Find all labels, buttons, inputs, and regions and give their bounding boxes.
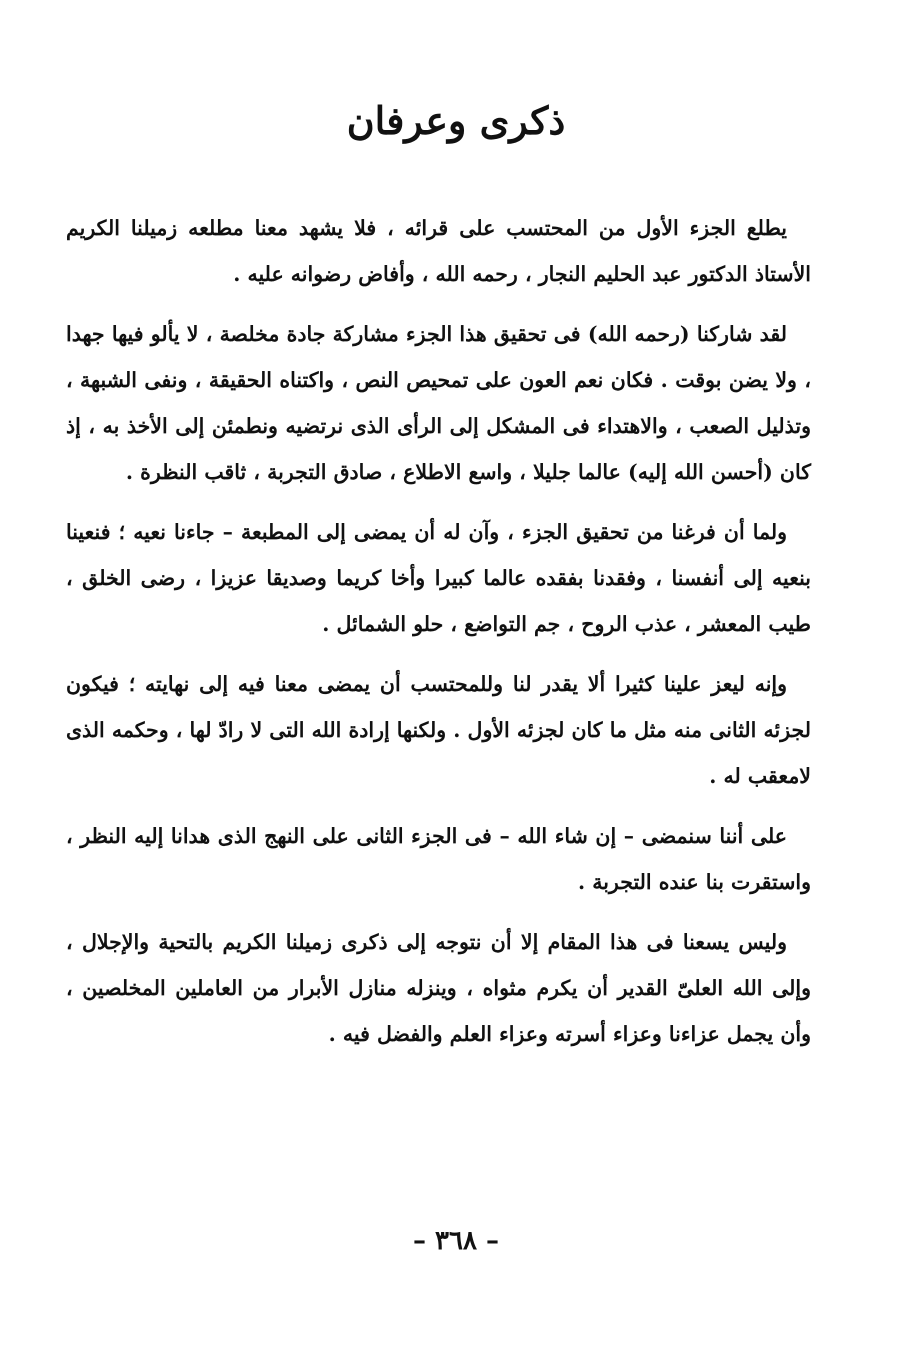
paragraph-2: لقد شاركنا (رحمه الله) فى تحقيق هذا الجزء مشاركة جادة مخلصة ، لا يألو فيها جهدا ، ولا يضن بوقت . فكان نعم العون على تمحيص النص ، واكتناه الحقيقة ، ونفى الشبهة ، وتذليل الصعب ، والاهتداء فى المشكل إلى الرأى الذى نرتضيه ونطمئن إلى الأخذ به ، إذ كان (أحسن الله إليه) عالما جليلا ، واسع الاطلاع ، صادق التجربة ، ثاقب النظرة . — [66, 322, 811, 484]
body-text — [66, 205, 811, 1071]
page-number: – ٣٦٨ – — [412, 1226, 500, 1256]
paragraph-6: وليس يسعنا فى هذا المقام إلا أن نتوجه إلى ذكرى زميلنا الكريم بالتحية والإجلال ، وإلى الله العلىّ القدير أن يكرم مثواه ، وينزله منازل الأبرار من العاملين المخلصين ، وأن يجمل عزاءنا وعزاء أسرته وعزاء العلم والفضل فيه . — [66, 930, 811, 1046]
paragraph-3: ولما أن فرغنا من تحقيق الجزء ، وآن له أن يمضى إلى المطبعة – جاءنا نعيه ؛ فنعينا بنعيه إلى أنفسنا ، وفقدنا بفقده عالما كبيرا وأخا كريما وصديقا عزيزا ، رضى الخلق ، طيب المعشر ، عذب الروح ، جم التواضع ، حلو الشمائل . — [66, 520, 811, 636]
page-title: ذكرى وعرفان — [346, 98, 566, 143]
paragraph-1: يطلع الجزء الأول من المحتسب على قرائه ، فلا يشهد معنا مطلعه زميلنا الكريم الأستاذ الدكتور عبد الحليم النجار ، رحمه الله ، وأفاض رضوانه عليه . — [66, 216, 811, 286]
paragraph-4: وإنه ليعز علينا كثيرا ألا يقدر لنا وللمحتسب أن يمضى معنا فيه إلى نهايته ؛ فيكون لجزئه الثانى منه مثل ما كان لجزئه الأول . ولكنها إرادة الله التى لا رادّ لها ، وحكمه الذى لامعقب له . — [66, 672, 811, 788]
paragraph-5: على أننا سنمضى – إن شاء الله – فى الجزء الثانى على النهج الذى هدانا إليه النظر ، واستقرت بنا عنده التجربة . — [66, 824, 811, 894]
